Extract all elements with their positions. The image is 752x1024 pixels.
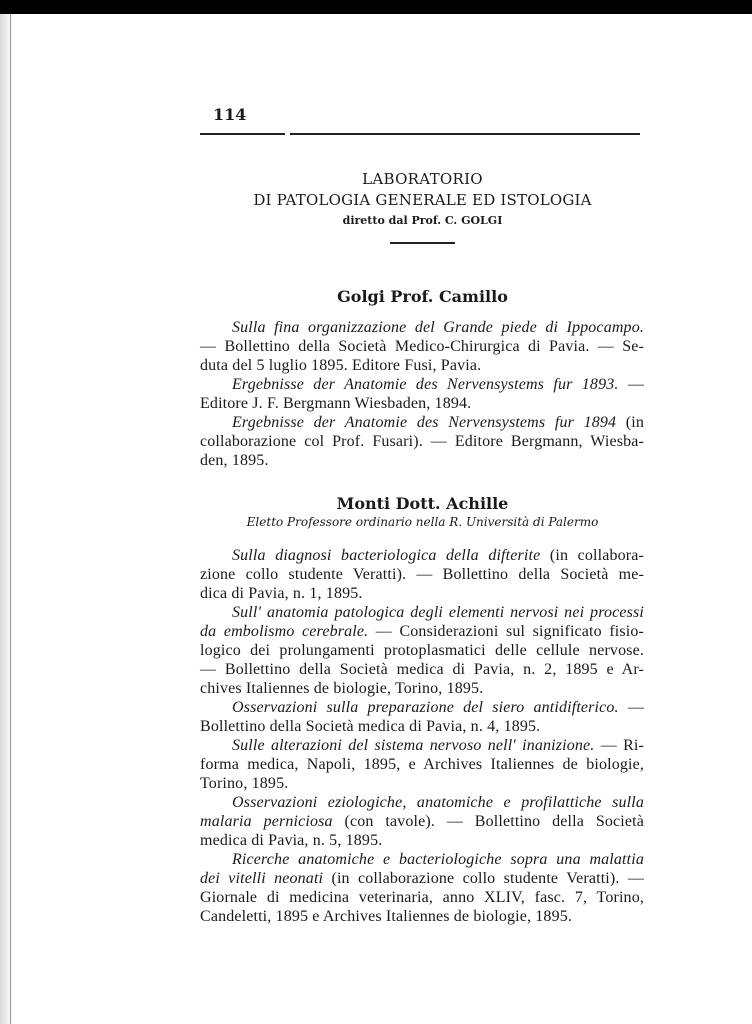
entry-line bbox=[200, 641, 644, 660]
publication-title: da embolismo cerebrale. bbox=[200, 623, 369, 640]
publication-text: (con tavole). — Bollettino della Società bbox=[332, 813, 644, 830]
publication-text: Torino, 1895. bbox=[200, 775, 289, 792]
author-name-monti: Monti Dott. Achille bbox=[336, 494, 509, 513]
entry-line bbox=[200, 869, 644, 888]
publication-title: Sulle alterazioni del sistema nervoso nell' inanizione. bbox=[232, 737, 595, 754]
entry-line bbox=[200, 736, 644, 755]
publication-title: dei vitelli neonati bbox=[200, 870, 324, 887]
entry-line bbox=[200, 375, 644, 394]
publication-entry bbox=[200, 318, 644, 375]
entry-line bbox=[200, 546, 644, 565]
entry-line bbox=[200, 660, 644, 679]
publication-title: Ergebnisse der Anatomie des Nervensystems fur 1893. bbox=[232, 376, 619, 393]
publication-entry bbox=[200, 736, 644, 793]
publication-text: zione collo studente Veratti). — Bollettino della Società me- bbox=[200, 566, 644, 583]
publication-text: chives Italiennes de biologie, Torino, 1895. bbox=[200, 680, 484, 697]
header-rule-right bbox=[290, 133, 640, 135]
entry-line bbox=[200, 679, 644, 698]
publication-entry bbox=[200, 850, 644, 926]
header-rule-left bbox=[200, 133, 285, 135]
page-number: 114 bbox=[213, 105, 247, 124]
entry-line bbox=[200, 318, 644, 337]
publication-text: — Ri- bbox=[594, 737, 644, 754]
publication-entry bbox=[200, 375, 644, 413]
entry-line bbox=[200, 907, 644, 926]
publication-text: — Considerazioni sul significato fisio- bbox=[368, 623, 644, 640]
publication-text: — bbox=[618, 699, 644, 716]
publication-text: — Bollettino della Società Medico-Chirurgica di Pavia. — Se- bbox=[200, 338, 644, 355]
publication-text: logico dei prolungamenti protoplasmatici delle cellule nervose. bbox=[200, 642, 644, 659]
entry-line bbox=[200, 356, 644, 375]
entry-line bbox=[200, 755, 644, 774]
entry-line bbox=[200, 888, 644, 907]
publication-text: (in bbox=[616, 414, 644, 431]
publication-text: dica di Pavia, n. 1, 1895. bbox=[200, 585, 363, 602]
author-name-golgi: Golgi Prof. Camillo bbox=[337, 287, 508, 306]
publication-text: — bbox=[618, 376, 644, 393]
scan-left-line bbox=[10, 14, 11, 1024]
entry-line bbox=[200, 413, 644, 432]
publication-entry bbox=[200, 546, 644, 603]
publication-title: Ergebnisse der Anatomie des Nervensystems fur 1894 bbox=[232, 414, 617, 431]
publication-entry bbox=[200, 603, 644, 698]
publication-title: Ricerche anatomiche e bacteriologiche sopra una malattia bbox=[232, 851, 644, 868]
publication-title: Sulla diagnosi bacteriologica della difterite bbox=[232, 547, 541, 564]
publication-title: Sull' anatomia patologica degli elementi nervosi nei processi bbox=[232, 604, 644, 621]
publication-text: medica di Pavia, n. 5, 1895. bbox=[200, 832, 383, 849]
scan-left-edge bbox=[0, 14, 14, 1024]
scan-top-border bbox=[0, 0, 752, 14]
publication-list-monti bbox=[200, 546, 644, 926]
publication-text: (in collabora- bbox=[540, 547, 645, 564]
publication-title: Osservazioni sulla preparazione del siero antidifterico. bbox=[232, 699, 619, 716]
lab-title: LABORATORIO bbox=[362, 170, 483, 188]
publication-text: Bollettino della Società medica di Pavia, n. 4, 1895. bbox=[200, 718, 541, 735]
publication-text: Candeletti, 1895 e Archives Italiennes de biologie, 1895. bbox=[200, 908, 573, 925]
publication-entry bbox=[200, 793, 644, 850]
publication-entry bbox=[200, 698, 644, 736]
publication-text: den, 1895. bbox=[200, 452, 269, 469]
entry-line bbox=[200, 850, 644, 869]
publication-text: duta del 5 luglio 1895. Editore Fusi, Pavia. bbox=[200, 357, 482, 374]
lab-subtitle: DI PATOLOGIA GENERALE ED ISTOLOGIA bbox=[253, 191, 592, 209]
publication-title: Sulla fina organizzazione del Grande piede di Ippocampo. bbox=[232, 319, 644, 336]
entry-line bbox=[200, 451, 644, 470]
entry-line bbox=[200, 774, 644, 793]
publication-list-golgi bbox=[200, 318, 644, 470]
entry-line bbox=[200, 793, 644, 812]
publication-entry bbox=[200, 413, 644, 470]
entry-line bbox=[200, 337, 644, 356]
publication-title: Osservazioni eziologiche, anatomiche e profilattiche sulla bbox=[232, 794, 644, 811]
entry-line bbox=[200, 565, 644, 584]
publication-text: — Bollettino della Società medica di Pavia, n. 2, 1895 e Ar- bbox=[200, 661, 644, 678]
author-note-monti: Eletto Professore ordinario nella R. Università di Palermo bbox=[246, 515, 599, 529]
lab-director: diretto dal Prof. C. GOLGI bbox=[342, 214, 503, 227]
entry-line bbox=[200, 394, 644, 413]
publication-title: malaria perniciosa bbox=[200, 813, 333, 830]
publication-text: Giornale di medicina veterinaria, anno XLIV, fasc. 7, Torino, bbox=[200, 889, 644, 906]
title-separator-rule bbox=[390, 242, 455, 244]
publication-text: collaborazione col Prof. Fusari). — Editore Bergmann, Wiesba- bbox=[200, 433, 644, 450]
entry-line bbox=[200, 831, 644, 850]
entry-line bbox=[200, 717, 644, 736]
publication-text: forma medica, Napoli, 1895, e Archives Italiennes de biologie, bbox=[200, 756, 644, 773]
entry-line bbox=[200, 812, 644, 831]
entry-line bbox=[200, 432, 644, 451]
entry-line bbox=[200, 622, 644, 641]
entry-line bbox=[200, 603, 644, 622]
publication-text: Editore J. F. Bergmann Wiesbaden, 1894. bbox=[200, 395, 472, 412]
entry-line bbox=[200, 584, 644, 603]
publication-text: (in collaborazione collo studente Veratti). — bbox=[323, 870, 644, 887]
entry-line bbox=[200, 698, 644, 717]
